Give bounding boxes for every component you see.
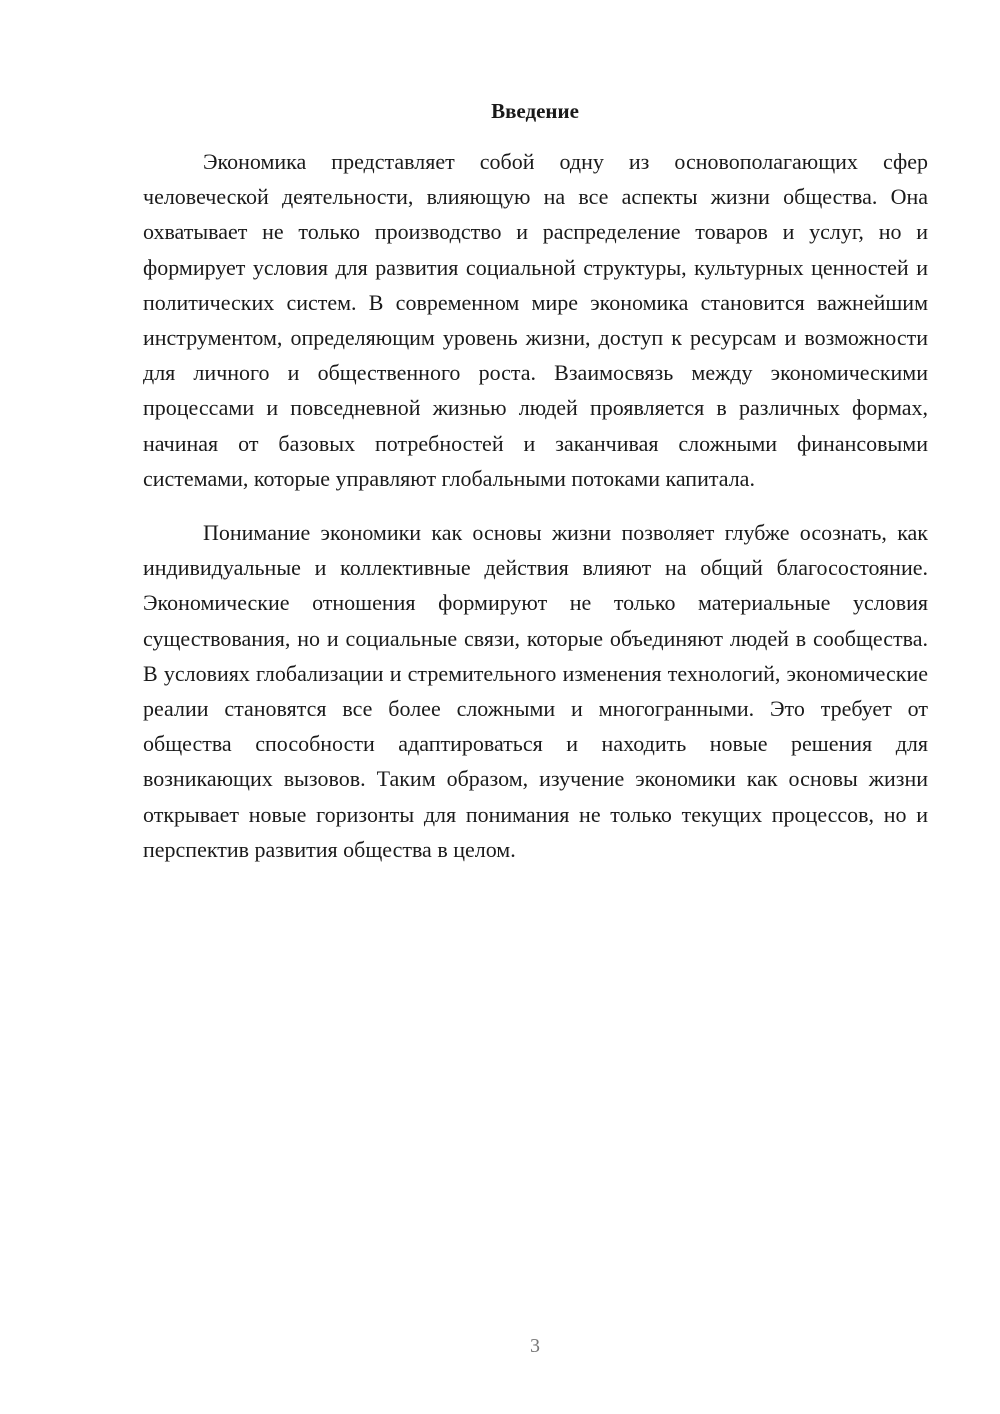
body-text [143, 144, 928, 867]
paragraph-1: Экономика представляет собой одну из основополагающих сфер человеческой деятельности, влияющую на все аспекты жизни общества. Она охватывает не только производство и распределение товаров и услуг, но и формирует условия для развития социальной структуры, культурных ценностей и политических систем. В современном мире экономика становится важнейшим инструментом, определяющим уровень жизни, доступ к ресурсам и возможности для личного и общественного роста. Взаимосвязь между экономическими процессами и повседневной жизнью людей проявляется в различных формах, начиная от базовых потребностей и заканчивая сложными финансовыми системами, которые управляют глобальными потоками капитала. [143, 149, 928, 491]
page-title: Введение [491, 99, 579, 123]
page-number: 3 [530, 1335, 540, 1357]
paragraph-2: Понимание экономики как основы жизни позволяет глубже осознать, как индивидуальные и коллективные действия влияют на общий благосостояние. Экономические отношения формируют не только материальные условия существования, но и социальные связи, которые объединяют людей в сообщества. В условиях глобализации и стремительного изменения технологий, экономические реалии становятся все более сложными и многогранными. Это требует от общества способности адаптироваться и находить новые решения для возникающих вызовов. Таким образом, изучение экономики как основы жизни открывает новые горизонты для понимания не только текущих процессов, но и перспектив развития общества в целом. [143, 520, 928, 862]
